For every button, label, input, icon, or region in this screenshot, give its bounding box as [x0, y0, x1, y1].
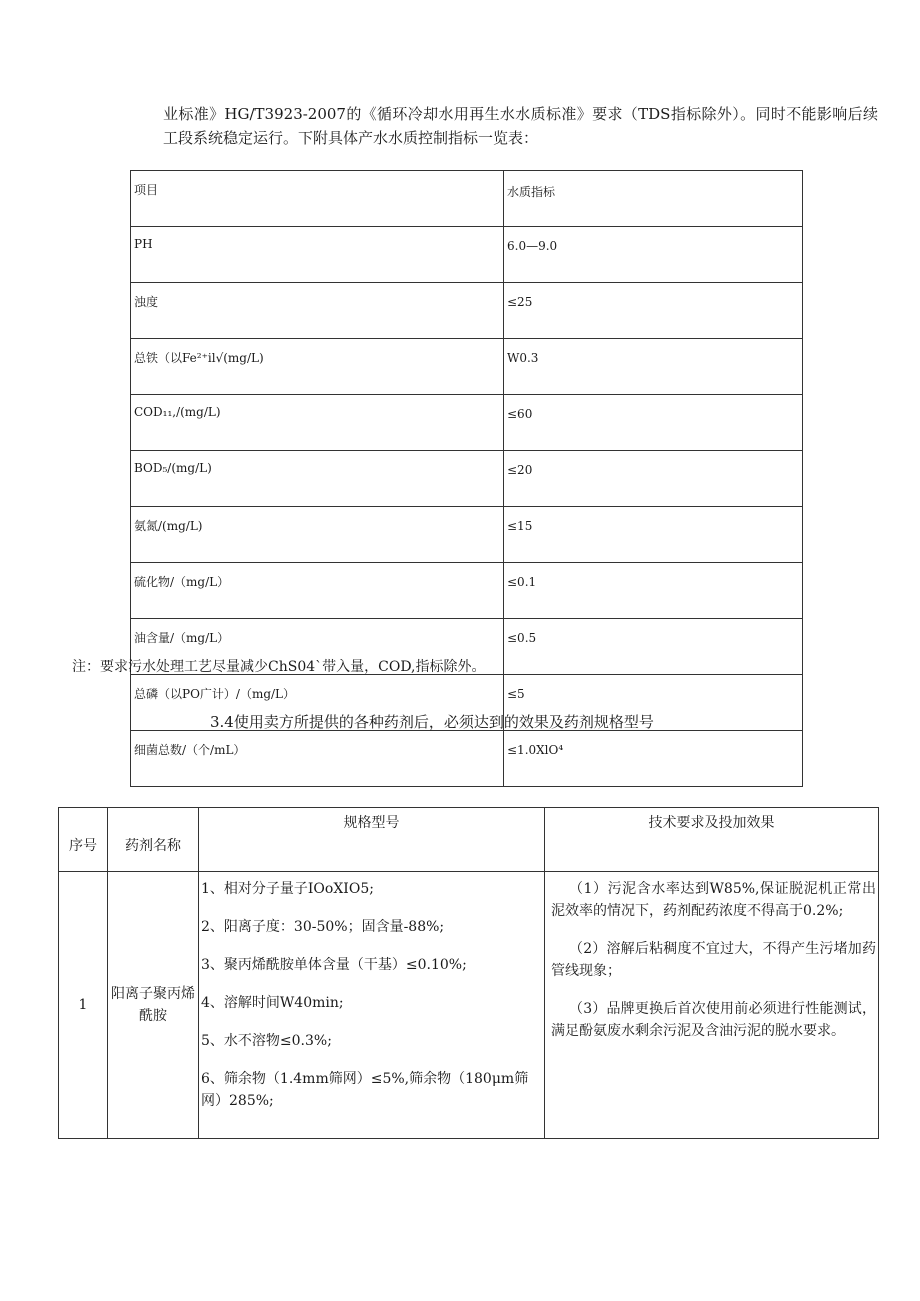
- quality-item: 总磷（以PO广计）/（mg/L）: [131, 675, 504, 731]
- quality-row: [131, 283, 803, 339]
- quality-value: ≤1.0XlO⁴: [504, 731, 803, 787]
- agent-spec-table: [58, 807, 879, 1139]
- header-spec: 规格型号: [199, 808, 545, 872]
- quality-item: COD₁₁,/(mg/L): [131, 395, 504, 451]
- quality-value: ≤0.1: [504, 563, 803, 619]
- requirement-item: （2）溶解后粘稠度不宜过大，不得产生污堵加药管线现象；: [551, 941, 876, 979]
- quality-value: ≤5: [504, 675, 803, 731]
- table-note: 注：要求污水处理工艺尽量减少ChS04`带入量，COD,指标除外。: [72, 659, 486, 675]
- requirement-item: （1）污泥含水率达到W85%,保证脱泥机正常出泥效率的情况下，药剂配药浓度不得高于0.2%;: [551, 881, 876, 919]
- quality-row: [131, 451, 803, 507]
- quality-value: ≤0.5: [504, 619, 803, 675]
- spec-item: 5、水不溶物≤0.3%;: [201, 1033, 332, 1049]
- quality-value: W0.3: [504, 339, 803, 395]
- quality-row: [131, 339, 803, 395]
- agent-no: 1: [59, 872, 108, 1139]
- quality-item: 项目: [131, 171, 504, 227]
- header-no: 序号: [59, 808, 108, 872]
- quality-value: ≤25: [504, 283, 803, 339]
- header-name: 药剂名称: [108, 808, 199, 872]
- quality-header-row: [131, 171, 803, 227]
- spec-item: 3、聚丙烯酰胺单体含量（干基）≤0.10%;: [201, 957, 467, 973]
- spec-item: 4、溶解时间W40min;: [201, 995, 344, 1011]
- agent-table-header-row: [59, 808, 879, 872]
- agent-table-row: [59, 872, 879, 1139]
- quality-item: 浊度: [131, 283, 504, 339]
- quality-row: [131, 563, 803, 619]
- quality-row: [131, 507, 803, 563]
- header-req: 技术要求及投加效果: [545, 808, 879, 872]
- quality-value: 水质指标: [504, 171, 803, 227]
- quality-item: 硫化物/（mg/L）: [131, 563, 504, 619]
- water-quality-table-body: [131, 171, 803, 787]
- quality-item: 细菌总数/（个/mL）: [131, 731, 504, 787]
- intro-paragraph: 业标准》HG/T3923-2007的《循环冷却水用再生水水质标准》要求（TDS指标除外）。同时不能影响后续工段系统稳定运行。下附具体产水水质控制指标一览表：: [163, 105, 878, 147]
- quality-value: ≤15: [504, 507, 803, 563]
- quality-item: PH: [131, 227, 504, 283]
- quality-item: 油含量/（mg/L）: [131, 619, 504, 675]
- requirement-item: （3）品牌更换后首次使用前必须进行性能测试，满足酚氨废水剩余污泥及含油污泥的脱水要求。: [551, 1001, 876, 1039]
- agent-spec-list: [199, 872, 545, 1139]
- spec-item: 1、相对分子量子IOoXIO5;: [201, 881, 374, 897]
- spec-item: 6、筛余物（1.4mm筛网）≤5%,筛余物（180μm筛网）285%;: [201, 1071, 529, 1109]
- spec-item: 2、阳离子度：30-50%；固含量-88%;: [201, 919, 445, 935]
- agent-name: 阳离子聚丙烯酰胺: [108, 872, 199, 1139]
- quality-row: [131, 227, 803, 283]
- quality-value: 6.0—9.0: [504, 227, 803, 283]
- section-title: 3.4使用卖方所提供的各种药剂后，必须达到的效果及药剂规格型号: [210, 713, 654, 731]
- quality-value: ≤60: [504, 395, 803, 451]
- quality-item: BOD₅/(mg/L): [131, 451, 504, 507]
- quality-row: [131, 731, 803, 787]
- agent-req-list: [545, 872, 879, 1139]
- quality-item: 总铁（以Fe²⁺il√(mg/L): [131, 339, 504, 395]
- quality-item: 氨氮/(mg/L): [131, 507, 504, 563]
- quality-value: ≤20: [504, 451, 803, 507]
- quality-row: [131, 395, 803, 451]
- water-quality-table: [130, 170, 803, 787]
